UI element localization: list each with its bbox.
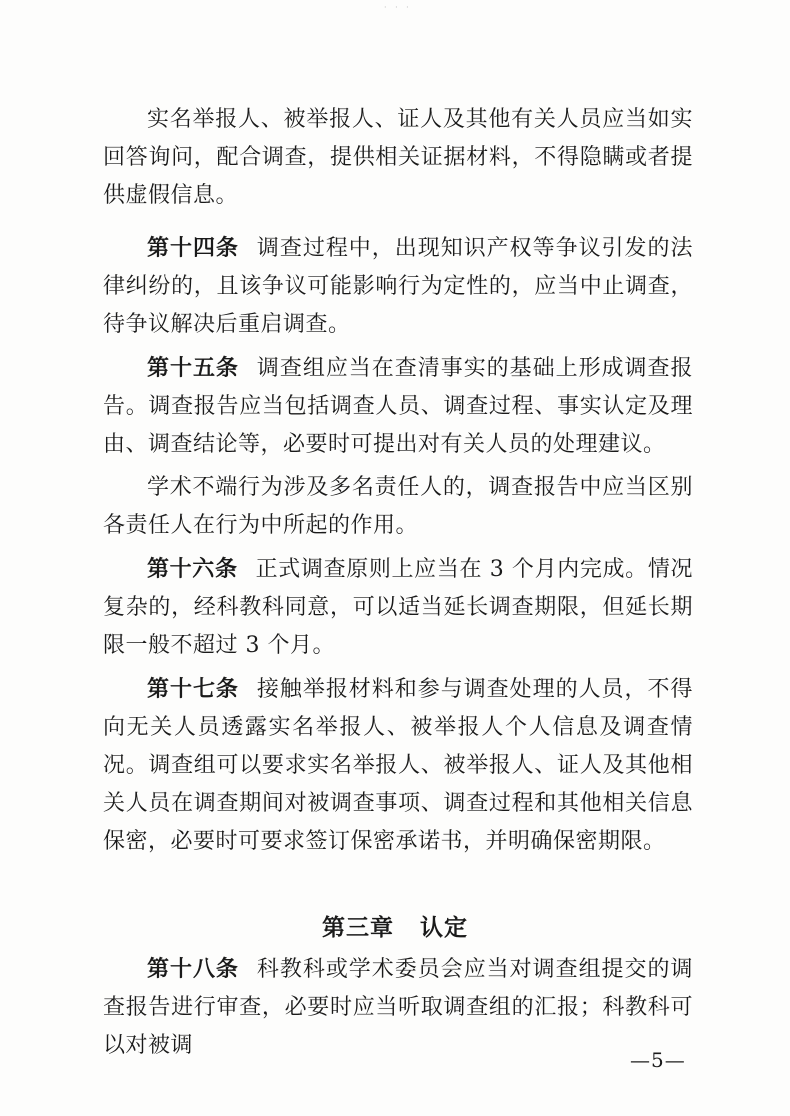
article-number: 第十七条 (147, 676, 239, 702)
article-number: 第十八条 (147, 956, 239, 982)
article-number: 第十六条 (147, 556, 238, 582)
paragraph-witness-cooperation (103, 101, 693, 215)
top-margin-mark: · · · (384, 3, 412, 12)
article-14 (103, 229, 693, 344)
article-16 (103, 550, 693, 665)
paragraph-text: 接触举报材料和参与调查处理的人员，不得向无关人员透露实名举报人、被举报人个人信息及调查情况。调查组可以要求实名举报人、被举报人、证人及其他相关人员在调查期间对被调查事项、调查过程和其他相关信息保密，必要时可要求签订保密承诺书，并明确保密期限。 (103, 677, 693, 854)
page-number: —5— (630, 1048, 686, 1072)
paragraph-text: 实名举报人、被举报人、证人及其他有关人员应当如实回答询问，配合调查，提供相关证据材料，不得隐瞒或者提供虚假信息。 (103, 107, 693, 208)
article-number: 第十五条 (147, 355, 239, 381)
paragraph-text: 科教科或学术委员会应当对调查组提交的调查报告进行审查，必要时应当听取调查组的汇报；科教科可以对被调 (103, 957, 693, 1058)
article-18 (103, 950, 693, 1065)
chapter-heading (0, 909, 790, 942)
paragraph-text: 学术不端行为涉及多名责任人的，调查报告中应当区别各责任人在行为中所起的作用。 (103, 475, 693, 538)
paragraph-text: 调查过程中，出现知识产权等争议引发的法律纠纷的，且该争议可能影响行为定性的，应当中止调查，待争议解决后重启调查。 (103, 236, 693, 337)
article-15 (103, 349, 693, 464)
paragraph-multiple-responsible (103, 469, 693, 545)
chapter-number: 第三章 (322, 914, 394, 941)
chapter-title: 认定 (420, 914, 468, 941)
paragraph-text: 调查组应当在查清事实的基础上形成调查报告。调查报告应当包括调查人员、调查过程、事实认定及理由、调查结论等，必要时可提出对有关人员的处理建议。 (103, 356, 693, 457)
article-17 (103, 670, 693, 861)
paragraph-text: 正式调查原则上应当在 3 个月内完成。情况复杂的，经科教科同意，可以适当延长调查期限，但延长期限一般不超过 3 个月。 (103, 557, 693, 658)
article-number: 第十四条 (147, 235, 239, 261)
